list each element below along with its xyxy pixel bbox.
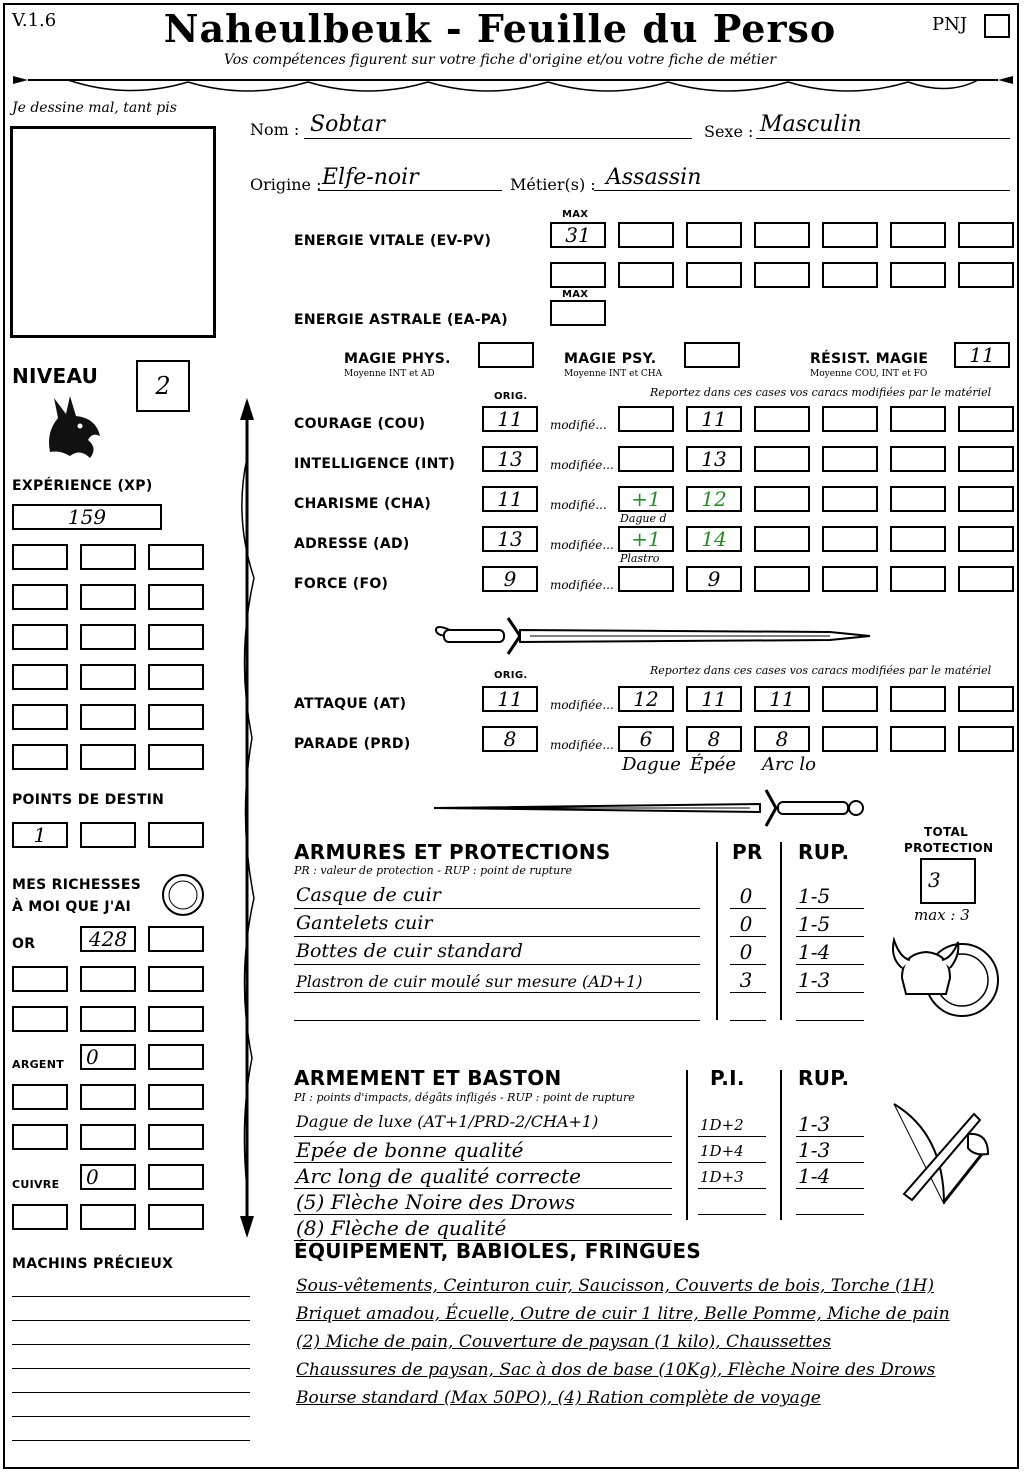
- carac-bonus-box[interactable]: [618, 446, 674, 472]
- carac-orig-box[interactable]: 11: [482, 486, 538, 512]
- ea-max-label: MAX: [562, 289, 589, 300]
- total-protection-max: max : 3: [914, 906, 970, 924]
- xp-tally-box[interactable]: [12, 544, 68, 570]
- carac-bonus-box[interactable]: [618, 406, 674, 432]
- prd-weapon-box[interactable]: [958, 726, 1014, 752]
- money-box[interactable]: [80, 1084, 136, 1110]
- armure-line: [294, 992, 700, 993]
- carac-extra-box[interactable]: [754, 486, 810, 512]
- arme-name[interactable]: (8) Flèche de qualité: [296, 1216, 507, 1240]
- equipement-line[interactable]: Bourse standard (Max 50PO), (4) Ration complète de voyage: [296, 1388, 821, 1408]
- armement-note: PI : points d'impacts, dégâts infligés - RUP : point de rupture: [294, 1091, 635, 1104]
- ev-box[interactable]: [822, 222, 878, 248]
- prd-weapon-box[interactable]: 8: [686, 726, 742, 752]
- armure-line: [294, 908, 700, 909]
- or-label: OR: [12, 936, 36, 952]
- carac-label: INTELLIGENCE (INT): [294, 456, 456, 472]
- money-box[interactable]: [80, 1006, 136, 1032]
- arme-name[interactable]: Dague de luxe (AT+1/PRD-2/CHA+1): [296, 1112, 599, 1131]
- nom-label: Nom :: [250, 120, 300, 139]
- destin-box-3[interactable]: [148, 822, 204, 848]
- carac-extra-box[interactable]: [822, 406, 878, 432]
- armure-line: [294, 964, 700, 965]
- magie-psy-label: MAGIE PSY.: [564, 351, 657, 367]
- arme-pi[interactable]: 1D+3: [700, 1168, 744, 1186]
- carac-bonus-box[interactable]: [618, 566, 674, 592]
- sheet-subtitle: Vos compétences figurent sur votre fiche d'origine et/ou votre fiche de métier: [223, 52, 777, 68]
- machins-line[interactable]: [12, 1344, 250, 1345]
- machins-line[interactable]: [12, 1440, 250, 1441]
- money-box[interactable]: [12, 1124, 68, 1150]
- sword-ornament-1: [430, 612, 872, 660]
- helmet-shield-icon: [888, 928, 1000, 1024]
- carac-modified-box[interactable]: 9: [686, 566, 742, 592]
- carac-extra-box[interactable]: [754, 446, 810, 472]
- machins-line[interactable]: [12, 1368, 250, 1369]
- armures-col-divider-2: [780, 842, 782, 1020]
- carac-modif-label: modifiée...: [550, 538, 614, 552]
- carac-extra-box[interactable]: [958, 486, 1014, 512]
- armure-pr-line: [730, 908, 766, 909]
- armure-name[interactable]: Bottes de cuir standard: [296, 940, 523, 962]
- xp-tally-box[interactable]: [12, 624, 68, 650]
- at-label: ATTAQUE (AT): [294, 696, 407, 712]
- prd-orig-box[interactable]: 8: [482, 726, 538, 752]
- carac-extra-box[interactable]: [822, 566, 878, 592]
- ev-box[interactable]: [686, 222, 742, 248]
- armure-rup[interactable]: 1-4: [798, 940, 831, 964]
- armure-name[interactable]: Casque de cuir: [296, 884, 441, 906]
- machins-line[interactable]: [12, 1392, 250, 1393]
- money-box[interactable]: [12, 966, 68, 992]
- metier-line: [594, 190, 1010, 191]
- arme-pi-line: [698, 1214, 766, 1215]
- origine-value[interactable]: Elfe-noir: [322, 165, 419, 190]
- arme-line: [294, 1162, 672, 1163]
- armures-col-divider-1: [716, 842, 718, 1020]
- carac-extra-box[interactable]: [958, 566, 1014, 592]
- arme-rup-line: [796, 1162, 864, 1163]
- xp-tally-box[interactable]: [80, 664, 136, 690]
- money-box[interactable]: [12, 1084, 68, 1110]
- armure-pr[interactable]: 0: [739, 884, 753, 908]
- at-weapon-box[interactable]: [890, 686, 946, 712]
- machins-line[interactable]: [12, 1296, 250, 1297]
- at-orig-box[interactable]: 11: [482, 686, 538, 712]
- carac-extra-box[interactable]: [754, 566, 810, 592]
- armure-pr[interactable]: 3: [739, 968, 753, 992]
- cuivre-box[interactable]: 0: [80, 1164, 136, 1190]
- xp-tally-box[interactable]: [148, 704, 204, 730]
- armure-pr-line: [730, 992, 766, 993]
- carac-orig-box[interactable]: 13: [482, 526, 538, 552]
- xp-tally-box[interactable]: [148, 664, 204, 690]
- magie-phys-label: MAGIE PHYS.: [344, 351, 451, 367]
- armure-rup-line: [796, 1020, 864, 1021]
- arme-rup-line: [796, 1188, 864, 1189]
- ev-box[interactable]: [618, 262, 674, 288]
- resist-magie-label: RÉSIST. MAGIE: [810, 351, 929, 367]
- carac-extra-box[interactable]: [890, 526, 946, 552]
- carac-bonus-note: Plastro: [620, 552, 660, 565]
- argent-box[interactable]: 0: [80, 1044, 136, 1070]
- total-protection-box[interactable]: 3: [920, 858, 976, 904]
- carac-modif-label: modifiée...: [550, 578, 614, 592]
- magie-psy-box[interactable]: [684, 342, 740, 368]
- money-box[interactable]: [148, 1006, 204, 1032]
- resist-magie-box[interactable]: 11: [954, 342, 1010, 368]
- portrait-caption: Je dessine mal, tant pis: [12, 100, 177, 116]
- arme-line: [294, 1214, 672, 1215]
- money-box[interactable]: [148, 1084, 204, 1110]
- niveau-box[interactable]: 2: [136, 360, 190, 412]
- carac-orig-box[interactable]: 13: [482, 446, 538, 472]
- weapon-label-2: Épée: [690, 754, 736, 775]
- equipement-line[interactable]: Chaussures de paysan, Sac à dos de base (10Kg), Flèche Noire des Drows: [296, 1360, 936, 1380]
- ev-box[interactable]: [618, 222, 674, 248]
- origine-line: [318, 190, 502, 191]
- money-box[interactable]: [148, 966, 204, 992]
- equipement-line[interactable]: Briquet amadou, Écuelle, Outre de cuir 1 litre, Belle Pomme, Miche de pain: [296, 1304, 950, 1324]
- money-box[interactable]: [80, 1124, 136, 1150]
- armure-pr-line: [730, 936, 766, 937]
- xp-tally-box[interactable]: [148, 744, 204, 770]
- arme-rup[interactable]: 1-4: [798, 1164, 831, 1188]
- money-box[interactable]: [148, 1204, 204, 1230]
- carac-extra-box[interactable]: [890, 566, 946, 592]
- armure-rup-line: [796, 908, 864, 909]
- dragon-icon: [40, 392, 106, 462]
- arme-rup[interactable]: 1-3: [798, 1112, 831, 1136]
- equipement-line[interactable]: Sous-vêtements, Ceinturon cuir, Saucisson, Couverts de bois, Torche (1H): [296, 1276, 934, 1296]
- argent-label: ARGENT: [12, 1058, 65, 1071]
- ea-max-box[interactable]: [550, 300, 606, 326]
- carac-extra-box[interactable]: [958, 526, 1014, 552]
- armure-rup-line: [796, 936, 864, 937]
- ev-box[interactable]: [754, 262, 810, 288]
- arme-pi[interactable]: 1D+2: [700, 1116, 744, 1134]
- equipement-line[interactable]: (2) Miche de pain, Couverture de paysan (1 kilo), Chaussettes: [296, 1332, 832, 1352]
- ev-max-box[interactable]: 31: [550, 222, 606, 248]
- niveau-label: NIVEAU: [12, 364, 99, 388]
- sexe-line: [756, 138, 1010, 139]
- carac-extra-box[interactable]: [822, 526, 878, 552]
- carac-modif-label: modifiée...: [550, 458, 614, 472]
- weapons-icon: [884, 1094, 996, 1214]
- armure-line: [294, 1020, 700, 1021]
- xp-tally-box[interactable]: [148, 584, 204, 610]
- destin-box-2[interactable]: [80, 822, 136, 848]
- money-box[interactable]: [80, 966, 136, 992]
- machins-label: MACHINS PRÉCIEUX: [12, 1256, 174, 1272]
- ev-max-label: MAX: [562, 209, 589, 220]
- arme-pi[interactable]: 1D+4: [700, 1142, 744, 1160]
- origine-label: Origine :: [250, 175, 322, 194]
- armement-col-divider-2: [780, 1070, 782, 1220]
- armement-col-divider-1: [686, 1070, 688, 1220]
- nom-value[interactable]: Sobtar: [310, 112, 385, 137]
- arme-line: [294, 1188, 672, 1189]
- carac-extra-box[interactable]: [822, 446, 878, 472]
- money-box[interactable]: [12, 1006, 68, 1032]
- caracs-orig-label: ORIG.: [494, 391, 528, 402]
- prd-modif-label: modifiée...: [550, 738, 614, 752]
- prd-weapon-box[interactable]: [890, 726, 946, 752]
- prd-weapon-box[interactable]: [822, 726, 878, 752]
- caracs-report-note: Reportez dans ces cases vos caracs modifiées par le matériel: [650, 386, 992, 399]
- prd-weapon-box[interactable]: 6: [618, 726, 674, 752]
- carac-bonus-box[interactable]: +1: [618, 486, 674, 512]
- ev-box[interactable]: [686, 262, 742, 288]
- money-box[interactable]: [148, 1124, 204, 1150]
- xp-tally-box[interactable]: [12, 744, 68, 770]
- arme-rup[interactable]: 1-3: [798, 1138, 831, 1162]
- total-protection-label-1: TOTAL: [924, 825, 969, 839]
- combat-report-note: Reportez dans ces cases vos caracs modifiées par le matériel: [650, 664, 992, 677]
- ea-label: ENERGIE ASTRALE (EA-PA): [294, 312, 508, 328]
- armement-rup-header: RUP.: [798, 1066, 850, 1090]
- at-weapon-box[interactable]: [958, 686, 1014, 712]
- armure-line: [294, 936, 700, 937]
- armure-name[interactable]: Plastron de cuir moulé sur mesure (AD+1): [296, 972, 643, 991]
- carac-orig-box[interactable]: 9: [482, 566, 538, 592]
- armure-pr-line: [730, 1020, 766, 1021]
- armure-rup[interactable]: 1-5: [798, 884, 831, 908]
- prd-weapon-box[interactable]: 8: [754, 726, 810, 752]
- destin-label: POINTS DE DESTIN: [12, 792, 165, 808]
- pnj-label: PNJ: [932, 14, 968, 35]
- carac-modified-box[interactable]: 14: [686, 526, 742, 552]
- xp-tally-box[interactable]: [148, 624, 204, 650]
- weapon-label-3: Arc lo: [762, 754, 816, 775]
- nom-line: [304, 138, 692, 139]
- carac-modif-label: modifié...: [550, 418, 607, 432]
- armures-title: ARMURES ET PROTECTIONS: [294, 840, 611, 864]
- combat-orig-label: ORIG.: [494, 670, 528, 681]
- arme-line: [294, 1136, 672, 1137]
- carac-label: COURAGE (COU): [294, 416, 426, 432]
- at-weapon-box[interactable]: 12: [618, 686, 674, 712]
- xp-tally-box[interactable]: [12, 584, 68, 610]
- xp-tally-box[interactable]: [148, 544, 204, 570]
- armure-rup[interactable]: 1-5: [798, 912, 831, 936]
- richesses-label-1: MES RICHESSES: [12, 877, 142, 893]
- armure-pr[interactable]: 0: [739, 940, 753, 964]
- ev-label: ENERGIE VITALE (EV-PV): [294, 233, 492, 249]
- weapon-label-1: Dague: [622, 754, 681, 775]
- machins-line[interactable]: [12, 1320, 250, 1321]
- sexe-value[interactable]: Masculin: [760, 112, 862, 137]
- carac-modif-label: modifié...: [550, 498, 607, 512]
- armure-pr-line: [730, 964, 766, 965]
- arme-pi-line: [698, 1136, 766, 1137]
- money-box[interactable]: [148, 1164, 204, 1190]
- sheet-title: Naheulbeuk - Feuille du Perso: [163, 6, 837, 51]
- magie-phys-box[interactable]: [478, 342, 534, 368]
- xp-tally-box[interactable]: [80, 744, 136, 770]
- xp-label: EXPÉRIENCE (XP): [12, 478, 153, 494]
- portrait-box[interactable]: [10, 126, 216, 338]
- armure-pr[interactable]: 0: [739, 912, 753, 936]
- or-box[interactable]: 428: [80, 926, 136, 952]
- ev-box[interactable]: [890, 222, 946, 248]
- arme-name[interactable]: Epée de bonne qualité: [296, 1138, 524, 1162]
- sexe-label: Sexe :: [704, 122, 754, 141]
- armement-pi-header: P.I.: [710, 1066, 745, 1090]
- ev-box[interactable]: [958, 222, 1014, 248]
- version-label: V.1.6: [12, 10, 57, 31]
- arme-pi-line: [698, 1162, 766, 1163]
- arme-rup-line: [796, 1136, 864, 1137]
- ev-box[interactable]: [958, 262, 1014, 288]
- money-box[interactable]: [148, 926, 204, 952]
- armement-title: ARMEMENT ET BASTON: [294, 1066, 562, 1090]
- armure-rup[interactable]: 1-3: [798, 968, 831, 992]
- total-protection-label-2: PROTECTION: [904, 841, 994, 855]
- carac-label: FORCE (FO): [294, 576, 389, 592]
- carac-modified-box[interactable]: 12: [686, 486, 742, 512]
- machins-line[interactable]: [12, 1416, 250, 1417]
- at-weapon-box[interactable]: [822, 686, 878, 712]
- metier-value[interactable]: Assassin: [606, 165, 702, 190]
- magie-psy-note: Moyenne INT et CHA: [564, 369, 663, 379]
- xp-tally-box[interactable]: [80, 584, 136, 610]
- staff-ornament: [230, 398, 264, 1238]
- carac-extra-box[interactable]: [958, 446, 1014, 472]
- prd-label: PARADE (PRD): [294, 736, 411, 752]
- armure-rup-line: [796, 964, 864, 965]
- carac-extra-box[interactable]: [890, 406, 946, 432]
- armure-rup-line: [796, 992, 864, 993]
- pnj-checkbox[interactable]: [984, 14, 1010, 38]
- at-weapon-box[interactable]: 11: [686, 686, 742, 712]
- at-modif-label: modifiée...: [550, 698, 614, 712]
- at-weapon-box[interactable]: 11: [754, 686, 810, 712]
- coin-icon: [160, 872, 206, 918]
- carac-orig-box[interactable]: 11: [482, 406, 538, 432]
- carac-label: CHARISME (CHA): [294, 496, 432, 512]
- xp-tally-box[interactable]: [12, 704, 68, 730]
- xp-tally-box[interactable]: [80, 704, 136, 730]
- armures-rup-header: RUP.: [798, 840, 850, 864]
- carac-extra-box[interactable]: [958, 406, 1014, 432]
- equipement-title: ÉQUIPEMENT, BABIOLES, FRINGUES: [294, 1239, 702, 1263]
- ev-box[interactable]: [890, 262, 946, 288]
- xp-tally-box[interactable]: [12, 664, 68, 690]
- richesses-label-2: À MOI QUE J'AI: [12, 899, 132, 915]
- carac-extra-box[interactable]: [822, 486, 878, 512]
- armures-pr-header: PR: [732, 840, 763, 864]
- money-box[interactable]: [12, 1204, 68, 1230]
- armures-note: PR : valeur de protection - RUP : point de rupture: [294, 864, 572, 877]
- carac-extra-box[interactable]: [754, 406, 810, 432]
- arme-line: [294, 1240, 672, 1241]
- magie-phys-note: Moyenne INT et AD: [344, 369, 435, 379]
- xp-tally-box[interactable]: [80, 624, 136, 650]
- carac-extra-box[interactable]: [754, 526, 810, 552]
- ev-box[interactable]: [822, 262, 878, 288]
- ev-box[interactable]: [550, 262, 606, 288]
- arme-pi-line: [698, 1188, 766, 1189]
- carac-modified-box[interactable]: 11: [686, 406, 742, 432]
- xp-box[interactable]: 159: [12, 504, 162, 530]
- resist-magie-note: Moyenne COU, INT et FO: [810, 369, 928, 379]
- carac-extra-box[interactable]: [890, 486, 946, 512]
- arme-rup-line: [796, 1214, 864, 1215]
- sword-ornament-2: [430, 784, 872, 832]
- cuivre-label: CUIVRE: [12, 1178, 60, 1191]
- carac-label: ADRESSE (AD): [294, 536, 410, 552]
- carac-bonus-note: Dague d: [620, 512, 667, 525]
- carac-modified-box[interactable]: 13: [686, 446, 742, 472]
- arme-name[interactable]: Arc long de qualité correcte: [296, 1164, 581, 1188]
- carac-extra-box[interactable]: [890, 446, 946, 472]
- money-box[interactable]: [148, 1044, 204, 1070]
- destin-box-1[interactable]: 1: [12, 822, 68, 848]
- ev-box[interactable]: [754, 222, 810, 248]
- arme-name[interactable]: (5) Flèche Noire des Drows: [296, 1190, 576, 1214]
- xp-tally-box[interactable]: [80, 544, 136, 570]
- metier-label: Métier(s) :: [510, 175, 596, 194]
- carac-bonus-box[interactable]: +1: [618, 526, 674, 552]
- armure-name[interactable]: Gantelets cuir: [296, 912, 433, 934]
- money-box[interactable]: [80, 1204, 136, 1230]
